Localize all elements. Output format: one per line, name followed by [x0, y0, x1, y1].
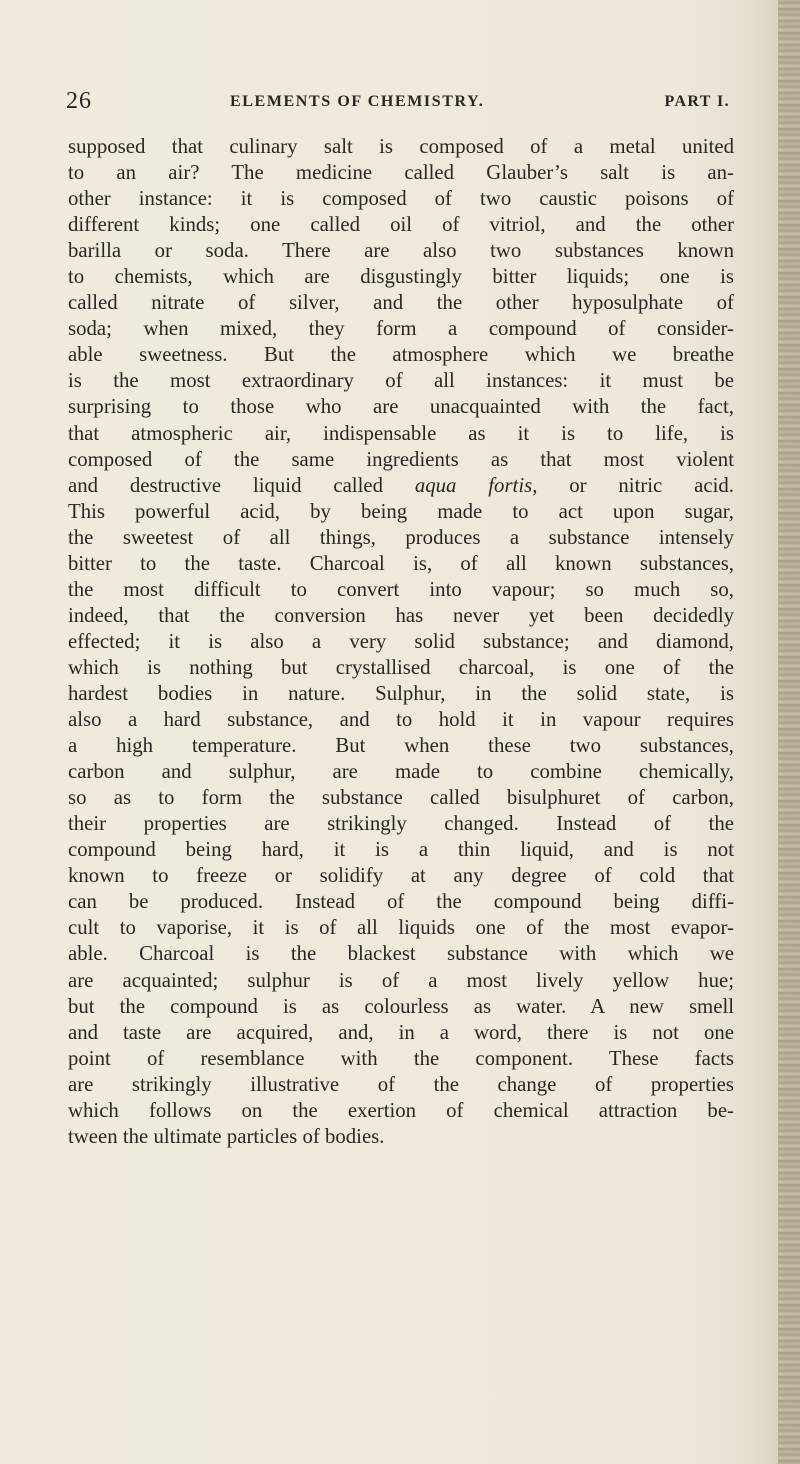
italic-term: aqua fortis — [414, 473, 533, 497]
body-paragraph — [68, 134, 734, 1150]
text-line: supposed that culinary salt is composed of a metal united — [68, 135, 734, 158]
text-line: the sweetest of all things, produces a substance intensely — [68, 525, 734, 549]
text-line: different kinds; one called oil of vitriol, and the other — [68, 213, 734, 237]
text-line: that atmospheric air, indispensable as it is to life, is — [68, 421, 734, 445]
text-line: known to freeze or solidify at any degree of cold that — [68, 864, 734, 888]
text-line: which follows on the exertion of chemical attraction be- — [68, 1098, 734, 1122]
text-line: compound being hard, it is a thin liquid, and is not — [68, 838, 734, 862]
text-line: barilla or soda. There are also two substances known — [68, 239, 734, 263]
text-line: is the most extraordinary of all instances: it must be — [68, 369, 734, 393]
text-line: so as to form the substance called bisulphuret of carbon, — [68, 786, 734, 810]
text-line: are strikingly illustrative of the change of properties — [68, 1072, 734, 1096]
text-line: to an air? The medicine called Glauber’s salt is an- — [68, 161, 734, 185]
text-line: carbon and sulphur, are made to combine chemically, — [68, 760, 734, 784]
text-line: indeed, that the conversion has never yet been decidedly — [68, 603, 734, 627]
text-line: composed of the same ingredients as that most violent — [68, 447, 734, 471]
text-line: to chemists, which are disgustingly bitter liquids; one is — [68, 265, 734, 289]
text-line: can be produced. Instead of the compound being diffi- — [68, 890, 734, 914]
text-line: called nitrate of silver, and the other hyposulphate of — [68, 291, 734, 315]
text-line: This powerful acid, by being made to act upon sugar, — [68, 499, 734, 523]
text-line: also a hard substance, and to hold it in vapour requires — [68, 708, 734, 732]
text-line: and taste are acquired, and, in a word, there is not one — [68, 1020, 734, 1044]
running-title: ELEMENTS OF CHEMISTRY. — [230, 93, 485, 110]
text-line: and destructive liquid called aqua fortis, or nitric acid. — [68, 473, 734, 497]
running-head — [66, 88, 730, 118]
text-line: cult to vaporise, it is of all liquids one of the most evapor- — [68, 916, 734, 940]
page-number: 26 — [66, 88, 92, 114]
text-line: tween the ultimate particles of bodies. — [68, 1124, 385, 1148]
text-line: but the compound is as colourless as water. A new smell — [68, 994, 734, 1018]
text-line: other instance: it is composed of two caustic poisons of — [68, 187, 734, 211]
text-line: hardest bodies in nature. Sulphur, in the solid state, is — [68, 681, 734, 705]
text-line: soda; when mixed, they form a compound of consider- — [68, 317, 734, 341]
text-line: point of resemblance with the component. These facts — [68, 1046, 734, 1070]
page-binding-edge — [778, 0, 800, 1464]
text-line: their properties are strikingly changed. Instead of the — [68, 812, 734, 836]
part-label: PART I. — [664, 93, 730, 110]
text-line: which is nothing but crystallised charcoal, is one of the — [68, 655, 734, 679]
text-line: surprising to those who are unacquainted with the fact, — [68, 395, 734, 419]
text-line: able. Charcoal is the blackest substance with which we — [68, 942, 734, 966]
text-line: the most difficult to convert into vapour; so much so, — [68, 577, 734, 601]
text-line: effected; it is also a very solid substance; and diamond, — [68, 629, 734, 653]
text-line: able sweetness. But the atmosphere which we breathe — [68, 343, 734, 367]
text-line: bitter to the taste. Charcoal is, of all known substances, — [68, 551, 734, 575]
text-line: a high temperature. But when these two substances, — [68, 734, 734, 758]
text-line: are acquainted; sulphur is of a most lively yellow hue; — [68, 968, 734, 992]
